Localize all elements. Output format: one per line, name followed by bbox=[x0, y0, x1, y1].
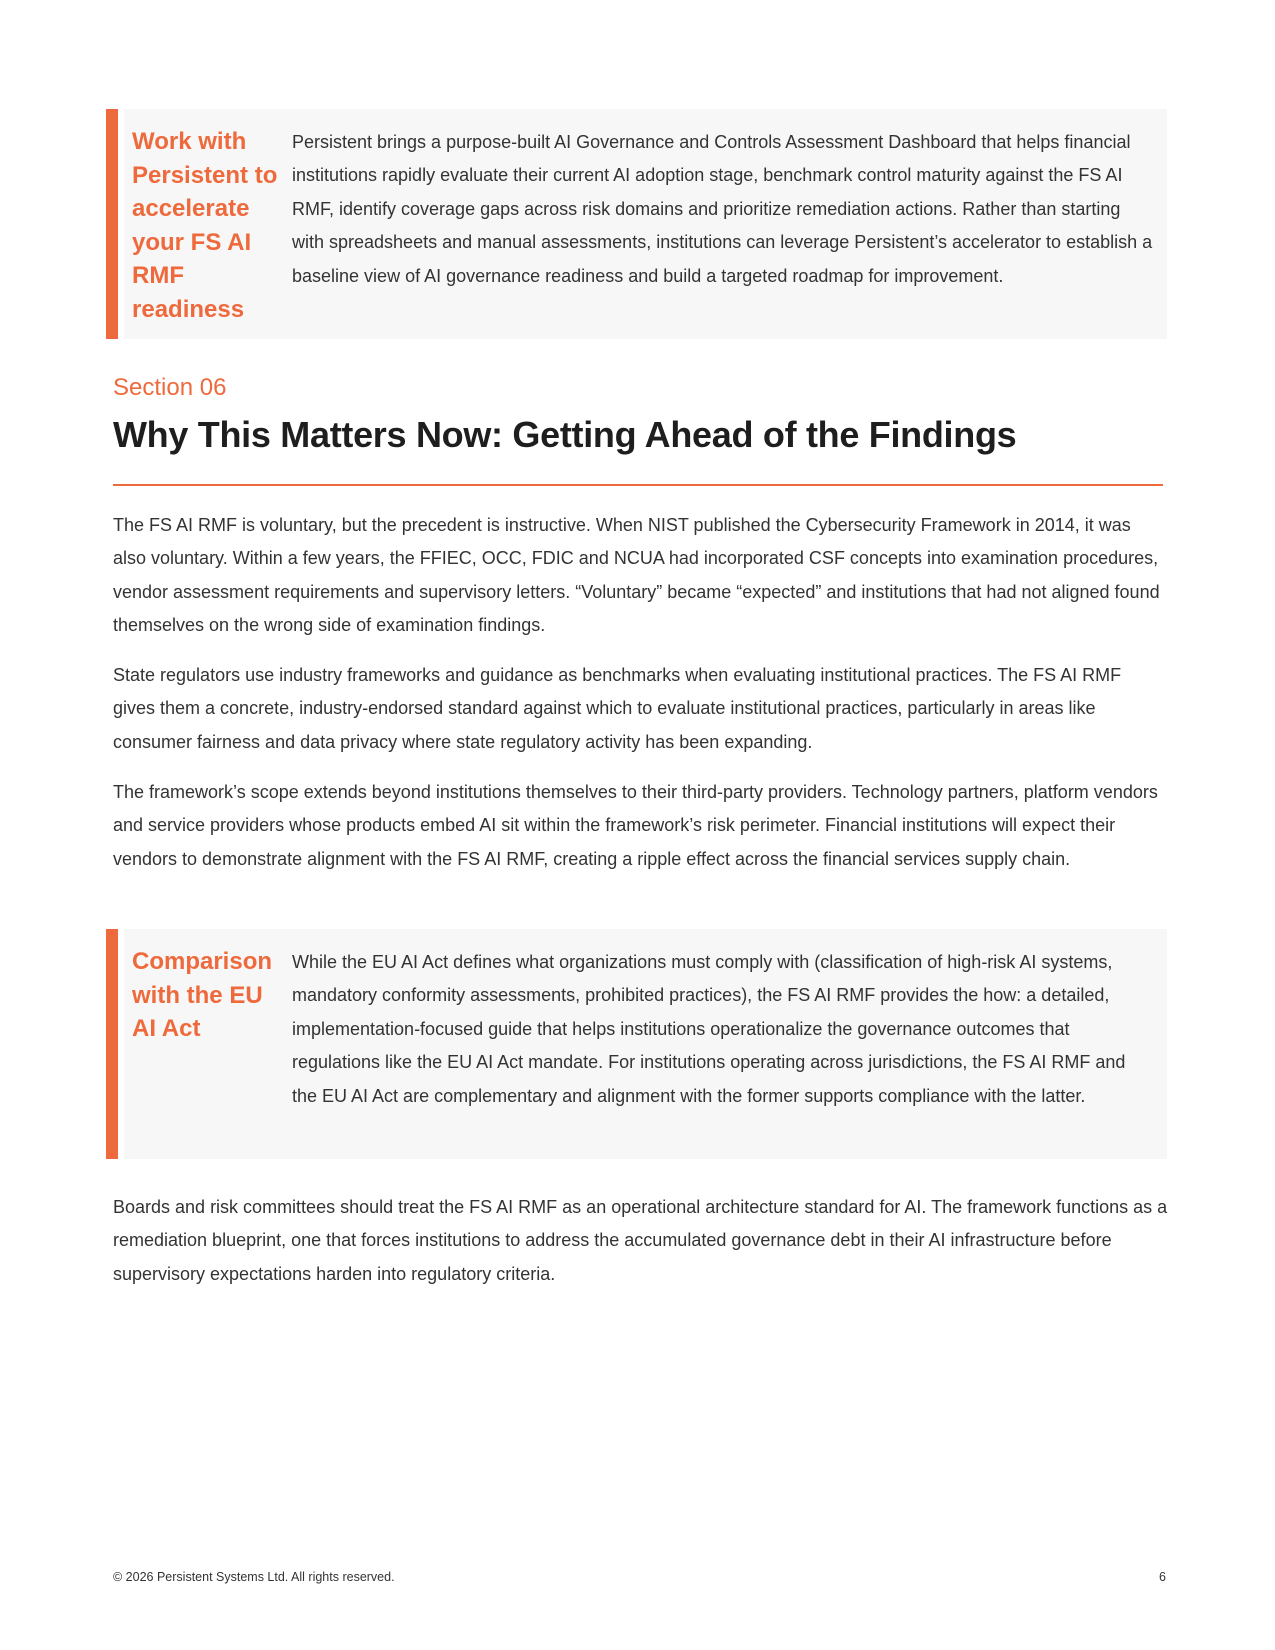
section-title: Why This Matters Now: Getting Ahead of the Findings bbox=[113, 414, 1017, 455]
callout-body: Persistent brings a purpose-built AI Governance and Controls Assessment Dashboard that helps financial institutions rapidly evaluate their current AI adoption stage, benchmark control maturity against the FS AI RMF, identify coverage gaps across risk domains and prioritize remediation actions. Rather than starting with spreadsheets and manual assessments, institutions can leverage Persistent’s accelerator to establish a baseline view of AI governance readiness and build a targeted roadmap for improvement. bbox=[292, 132, 1153, 286]
callout-persistent-readiness bbox=[106, 109, 1167, 339]
paragraph-voluntary-precedent: The FS AI RMF is voluntary, but the precedent is instructive. When NIST published the Cybersecurity Framework in 2014, it was also voluntary. Within a few years, the FFIEC, OCC, FDIC and NCUA had incorporated CSF concepts into examination procedures, vendor assessment requirements and supervisory letters. “Voluntary” became “expected” and institutions that had not aligned found themselves on the wrong side of examination findings. bbox=[113, 515, 1160, 636]
paragraph-boards-risk-committees: Boards and risk committees should treat the FS AI RMF as an operational architecture standard for AI. The framework functions as a remediation blueprint, one that forces institutions to address the accumulated governance debt in their AI infrastructure before supervisory expectations harden into regulatory criteria. bbox=[113, 1197, 1168, 1284]
callout-heading: Work with Persistent to accelerate your FS AI RMF readiness bbox=[132, 128, 278, 323]
footer-copyright: © 2026 Persistent Systems Ltd. All rights reserved. bbox=[113, 1570, 395, 1584]
section-divider bbox=[113, 484, 1163, 486]
callout-accent-bar bbox=[106, 929, 118, 1159]
callout-body: While the EU AI Act defines what organizations must comply with (classification of high-risk AI systems, mandatory conformity assessments, prohibited practices), the FS AI RMF provides the how: a detailed, implementation-focused guide that helps institutions operationalize the governance outcomes that regulations like the EU AI Act mandate. For institutions operating across jurisdictions, the FS AI RMF and the EU AI Act are complementary and alignment with the former supports compliance with the latter. bbox=[292, 952, 1126, 1106]
page-number: 6 bbox=[1159, 1570, 1166, 1584]
section-label: Section 06 bbox=[113, 374, 227, 401]
paragraph-state-regulators: State regulators use industry frameworks and guidance as benchmarks when evaluating institutional practices. The FS AI RMF gives them a concrete, industry-endorsed standard against which to evaluate institutional practices, particularly in areas like consumer fairness and data privacy where state regulatory activity has been expanding. bbox=[113, 665, 1122, 752]
paragraph-third-party-scope: The framework’s scope extends beyond institutions themselves to their third-party providers. Technology partners, platform vendors and service providers whose products embed AI sit within the framework’s risk perimeter. Financial institutions will expect their vendors to demonstrate alignment with the FS AI RMF, creating a ripple effect across the financial services supply chain. bbox=[113, 782, 1158, 869]
callout-heading: Comparison with the EU AI Act bbox=[132, 948, 273, 1042]
callout-accent-bar bbox=[106, 109, 118, 339]
callout-eu-ai-act bbox=[106, 929, 1167, 1159]
